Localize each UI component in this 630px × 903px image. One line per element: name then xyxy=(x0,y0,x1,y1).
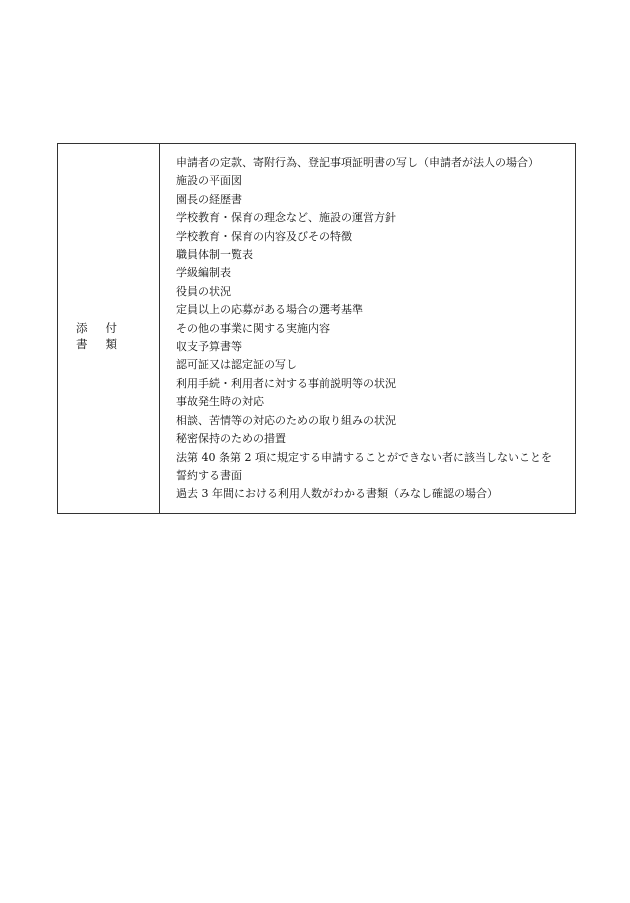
list-item: 役員の状況 xyxy=(176,284,231,298)
list-item: 事故発生時の対応 xyxy=(176,395,264,409)
attached-documents-table xyxy=(57,143,576,514)
list-item: 園長の経歴書 xyxy=(176,192,242,206)
list-item: 秘密保持のための措置 xyxy=(176,432,286,446)
list-item: 定員以上の応募がある場合の選考基準 xyxy=(176,303,363,317)
document-list xyxy=(160,144,575,513)
list-item: 誓約する書面 xyxy=(176,468,242,482)
list-item: 利用手続・利用者に対する事前説明等の状況 xyxy=(176,376,396,390)
list-item: 法第 40 条第 2 項に規定する申請することができない者に該当しないことを xyxy=(176,450,552,464)
list-item: 収支予算書等 xyxy=(176,340,242,354)
list-item: 相談、苦情等の対応のための取り組みの状況 xyxy=(176,413,396,427)
list-item: 学校教育・保育の理念など、施設の運営方針 xyxy=(176,211,396,225)
list-item: 過去 3 年間における利用人数がわかる書類（みなし確認の場合） xyxy=(176,487,498,501)
attached-documents-label: 添付書類 xyxy=(58,144,160,513)
list-item: 学校教育・保育の内容及びその特徴 xyxy=(176,229,352,243)
list-item: 施設の平面図 xyxy=(176,174,242,188)
list-item: 申請者の定款、寄附行為、登記事項証明書の写し（申請者が法人の場合） xyxy=(176,156,539,169)
list-item: 学級編制表 xyxy=(176,266,231,280)
list-item: その他の事業に関する実施内容 xyxy=(176,321,330,335)
list-item: 認可証又は認定証の写し xyxy=(176,358,297,372)
list-item: 職員体制一覧表 xyxy=(176,248,253,262)
